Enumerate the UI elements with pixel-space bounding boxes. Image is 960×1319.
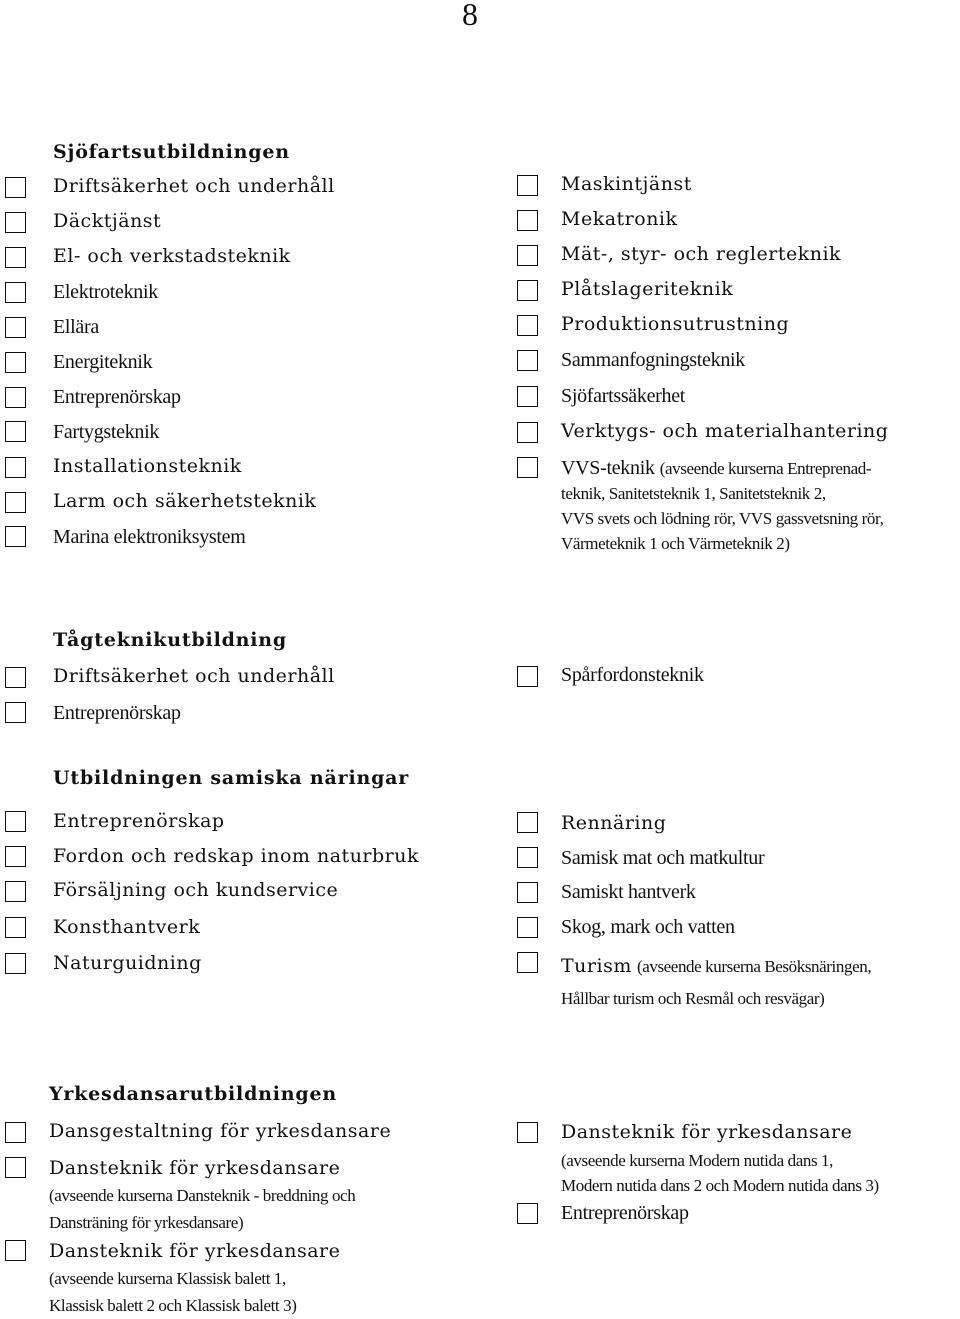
course-label-vvs xyxy=(561,456,883,556)
course-label: Spårfordonsteknik xyxy=(561,664,704,686)
course-label: Skog, mark och vatten xyxy=(561,916,735,938)
checkbox[interactable] xyxy=(5,457,26,478)
course-label: Mät-, styr- och reglerteknik xyxy=(561,243,842,265)
course-label: Entreprenörskap xyxy=(561,1202,689,1224)
checkbox[interactable] xyxy=(5,492,26,513)
checkbox[interactable] xyxy=(517,917,538,938)
page-number: 8 xyxy=(462,0,478,32)
vvs-main: VVS-teknik xyxy=(561,457,655,479)
course-label: Samisk mat och matkultur xyxy=(561,847,765,869)
checkbox[interactable] xyxy=(5,1157,26,1178)
checkbox[interactable] xyxy=(5,917,26,938)
course-label: Marina elektroniksystem xyxy=(53,526,246,548)
course-main: Dansteknik för yrkesdansare xyxy=(49,1157,341,1179)
course-note: Dansträning för yrkesdansare) xyxy=(49,1213,244,1232)
course-label: Energiteknik xyxy=(53,351,153,373)
checkbox[interactable] xyxy=(5,702,26,723)
course-note: Modern nutida dans 2 och Modern nutida dans 3) xyxy=(561,1176,879,1195)
course-label: Produktionsutrustning xyxy=(561,313,790,335)
course-label: Dansgestaltning för yrkesdansare xyxy=(49,1120,392,1142)
checkbox[interactable] xyxy=(5,811,26,832)
course-label: Försäljning och kundservice xyxy=(53,879,339,901)
checkbox[interactable] xyxy=(5,1122,26,1143)
course-label: Entreprenörskap xyxy=(53,702,181,724)
vvs-note-line: VVS svets och lödning rör, VVS gassvetsning rör, xyxy=(561,509,884,528)
course-label: Verktygs- och materialhantering xyxy=(561,420,889,442)
checkbox[interactable] xyxy=(517,812,538,833)
checkbox[interactable] xyxy=(517,245,538,266)
course-label: Maskintjänst xyxy=(561,173,692,195)
course-note: (avseende kurserna Modern nutida dans 1, xyxy=(561,1151,833,1170)
course-label-turism xyxy=(561,950,871,1015)
vvs-note-line: Värmeteknik 1 och Värmeteknik 2) xyxy=(561,534,790,553)
checkbox[interactable] xyxy=(517,847,538,868)
course-note: Klassisk balett 2 och Klassisk balett 3) xyxy=(49,1296,297,1315)
checkbox[interactable] xyxy=(517,1122,538,1143)
section-heading-tag: Tågteknikutbildning xyxy=(53,629,287,651)
course-label: Entreprenörskap xyxy=(53,810,225,832)
checkbox[interactable] xyxy=(517,457,538,478)
checkbox[interactable] xyxy=(5,247,26,268)
checkbox[interactable] xyxy=(517,666,538,687)
checkbox[interactable] xyxy=(5,667,26,688)
checkbox[interactable] xyxy=(5,212,26,233)
section-heading-samiska: Utbildningen samiska näringar xyxy=(53,767,410,789)
course-label: Larm och säkerhetsteknik xyxy=(53,490,317,512)
section-heading-sjofart: Sjöfartsutbildningen xyxy=(53,141,290,163)
course-label: Driftsäkerhet och underhåll xyxy=(53,175,335,197)
course-note: (avseende kurserna Dansteknik - breddning och xyxy=(49,1186,356,1205)
vvs-note-line: teknik, Sanitetsteknik 1, Sanitetsteknik 2, xyxy=(561,484,826,503)
vvs-note: (avseende kurserna Entreprenad- xyxy=(659,459,872,478)
checkbox[interactable] xyxy=(5,1240,26,1261)
course-label: Driftsäkerhet och underhåll xyxy=(53,665,335,687)
checkbox[interactable] xyxy=(517,350,538,371)
course-label: Ellära xyxy=(53,316,99,338)
course-label-dansteknik-breddning xyxy=(49,1155,355,1236)
section-heading-dans: Yrkesdansarutbildningen xyxy=(49,1083,337,1105)
course-label: Fordon och redskap inom naturbruk xyxy=(53,845,420,867)
course-label-dansteknik-modern xyxy=(561,1120,879,1198)
checkbox[interactable] xyxy=(5,421,26,442)
course-label: Sammanfogningsteknik xyxy=(561,349,745,371)
checkbox[interactable] xyxy=(517,386,538,407)
course-label: Mekatronik xyxy=(561,208,678,230)
checkbox[interactable] xyxy=(5,846,26,867)
checkbox[interactable] xyxy=(517,1203,538,1224)
turism-note: (avseende kurserna Besöksnäringen, xyxy=(636,957,872,976)
course-label: Rennäring xyxy=(561,812,667,834)
course-label: Däcktjänst xyxy=(53,210,162,232)
checkbox[interactable] xyxy=(517,422,538,443)
turism-main: Turism xyxy=(561,955,632,977)
checkbox[interactable] xyxy=(5,953,26,974)
checkbox[interactable] xyxy=(5,881,26,902)
checkbox[interactable] xyxy=(517,315,538,336)
checkbox[interactable] xyxy=(517,210,538,231)
checkbox[interactable] xyxy=(5,387,26,408)
checkbox[interactable] xyxy=(5,526,26,547)
checkbox[interactable] xyxy=(5,352,26,373)
course-note: (avseende kurserna Klassisk balett 1, xyxy=(49,1269,286,1288)
course-label: Entreprenörskap xyxy=(53,386,181,408)
checkbox[interactable] xyxy=(5,282,26,303)
checkbox[interactable] xyxy=(517,882,538,903)
course-label: Naturguidning xyxy=(53,952,202,974)
course-label: Konsthantverk xyxy=(53,916,201,938)
checkbox[interactable] xyxy=(5,177,26,198)
course-label: Elektroteknik xyxy=(53,281,158,303)
course-label: Plåtslageriteknik xyxy=(561,278,734,300)
checkbox[interactable] xyxy=(517,175,538,196)
course-label: Fartygsteknik xyxy=(53,421,160,443)
course-main: Dansteknik för yrkesdansare xyxy=(49,1240,341,1262)
course-label: Sjöfartssäkerhet xyxy=(561,385,686,407)
checkbox[interactable] xyxy=(5,317,26,338)
course-label: Samiskt hantverk xyxy=(561,881,696,903)
course-label-dansteknik-klassisk xyxy=(49,1238,340,1319)
course-label: El- och verkstadsteknik xyxy=(53,245,291,267)
course-main: Dansteknik för yrkesdansare xyxy=(561,1121,853,1143)
checkbox[interactable] xyxy=(517,280,538,301)
checkbox[interactable] xyxy=(517,952,538,973)
turism-note-line: Hållbar turism och Resmål och resvägar) xyxy=(561,989,825,1008)
course-label: Installationsteknik xyxy=(53,455,242,477)
